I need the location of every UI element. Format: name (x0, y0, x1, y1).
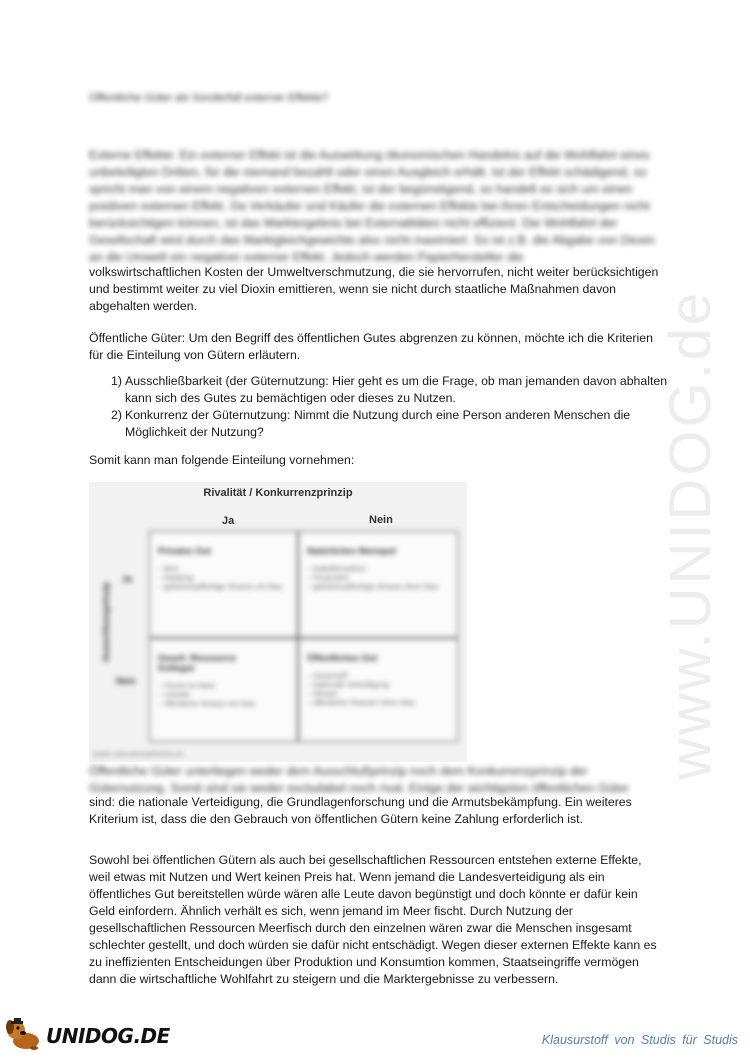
cell-subheading: Kollegut (158, 663, 194, 673)
cell-heading-text: Gesell. Ressource (158, 653, 237, 663)
column-label-yes: Ja (222, 515, 235, 527)
paragraph-externe-effekte-blurred: Externe Effekte: Ein externer Effekt ist die Auswirkung ökonomischen Handelns auf die Wohlfahrt eines unbeteiligten Dritten, für die niemand bezahlt oder einen Ausgleich erhält. Ist der Effekt schädigend, so spricht man von einem negativen externen Effekt, ist der begünstigend, so handelt es sich um einen positiven externen Effekt. Da Verkäufer und Käufer die externen Effekte bei ihren Entscheidungen nicht berücksichtigen können, ist das Marktergebnis bei Externalitäten nicht effizient. Die Wohlfahrt der Gesellschaft wird durch das Marktgleichgewichte also nicht maximiert. So ist z.B. die Abgabe von Dioxin an die Umwelt ein negativer externer Effekt. Jedoch werden Papierhersteller die (89, 148, 655, 264)
criteria-list (89, 373, 669, 441)
cell-item: öffentliche Strassen ohne Stau (313, 698, 416, 707)
criteria-number: 2) (111, 408, 122, 422)
cell-heading: Öffentliches Gut (307, 653, 378, 663)
cell-item: Kabelfernsehen (313, 564, 366, 573)
row-label-yes: Ja (122, 574, 133, 584)
matrix-cell-common-resource: Gesell. Ressource Kollegut – Fische im Meer – Umwelt – öffentliche Strasse mit Stau (149, 638, 298, 742)
cell-item: Brot (164, 564, 179, 573)
criteria-item (89, 373, 669, 407)
matrix-cell-public-good: Öffentliches Gut – Sauerstoff – Nationale Verteidigung – Wissen – öffentliche Strassen ohne Stau (298, 638, 458, 742)
criteria-number: 1) (111, 374, 122, 388)
cell-item: gebührenpflichtige Strasse mit Stau (164, 582, 283, 591)
paragraph-oeffentliche-gueter-blurred: Öffentliche Güter unterliegen weder dem Ausschlußprinzip noch dem Konkurrenzprinzip der Güternutzung. Somit sind sie weder excludabel noch rival. Einige der wichtigsten öffentlichen Güter (89, 764, 629, 795)
cell-item: Umwelt (164, 690, 190, 699)
paragraph-einteilung: Somit kann man folgende Einteilung vornehmen: (89, 453, 355, 467)
cell-heading: Natürliches Monopol (307, 546, 397, 556)
unidog-logo[interactable] (4, 1017, 170, 1051)
cell-heading (158, 653, 289, 673)
row-label-no: Nein (116, 676, 136, 686)
cell-item: öffentliche Strasse mit Stau (164, 699, 256, 708)
criteria-text: Ausschließbarkeit (der Güternutzung: Hier geht es um die Frage, ob man jemanden davon abhalten kann sich des Gutes zu bemächtigen oder dieses zu Nutzen. (125, 374, 668, 405)
cell-item: Kleidung (164, 573, 194, 582)
cell-item: Nationale Verteidigung (313, 680, 389, 689)
site-watermark: www.UNIDOG.de (658, 289, 723, 780)
cell-item: Wissen (313, 689, 338, 698)
paragraph-beispiele: sind: die nationale Verteidigung, die Grundlagenforschung und die Armutsbekämpfung. Ein weiteres Kriterium ist, dass die den Gebrauch von öffentlichen Gütern keine Zahlung erforderlich ist. (89, 795, 632, 826)
document-title: Öffentliche Güter als Sonderfall externer Effekte? (89, 92, 329, 104)
goods-matrix-figure (89, 482, 467, 762)
matrix-cell-private-good: Privates Gut – Brot – Kleidung – gebührenpflichtige Strasse mit Stau (149, 531, 298, 638)
paragraph-externe-effekte-ressourcen: Sowohl bei öffentlichen Gütern als auch bei gesellschaftlichen Ressourcen entstehen externe Effekte, weil etwas mit Nutzen und Wert keinen Preis hat. Wenn jemand die Landesverteidigung als ein öffentliches Gut bereitstellen würde wären alle Leute davon begünstigt und doch könnte er dafür kein Geld einfordern. Ähnlich verhält es sich, wenn jemand im Meer fischt. Durch Nutzung der gesellschaftlichen Ressourcen Meerfisch durch den einzelnen wären zwar die Menschen insgesamt schlechter gestellt, und doch würden sie dafür nicht entschädigt. Wegen dieser externen Effekte kann es zu ineffizienten Entscheidungen über Produktion und Konsumtion kommen, Staatseingriffe vermögen dann die wirtschaftliche Wohlfahrt zu steigern und die Marktergebnisse zu verbessern. (89, 853, 657, 986)
cell-item: Feuerwehr (313, 573, 350, 582)
column-label-no: Nein (369, 514, 393, 526)
cell-item: Sauerstoff (313, 671, 348, 680)
matrix-cell-natural-monopoly: Natürliches Monopol – Kabelfernsehen – Feuerwehr – gebührenpflichtige Strasse ohne Stau (298, 531, 458, 638)
cell-heading: Privates Gut (158, 546, 212, 556)
cell-item: Fische im Meer (164, 681, 216, 690)
criteria-item (89, 407, 669, 441)
row-axis-label: Ausschlussprinzip (101, 581, 111, 662)
figure-source: Quelle: www.wirtschaftslexikon.de (93, 752, 184, 758)
figure-title: Rivalität / Konkurrenzprinzip (203, 487, 353, 499)
footer-tagline: Klausurstoff von Studis für Studis (541, 1033, 738, 1047)
cell-item: gebührenpflichtige Strasse ohne Stau (313, 582, 439, 591)
paragraph-oeffentliche-gueter: Öffentliche Güter: Um den Begriff des öffentlichen Gutes abgrenzen zu können, möchte ich die Kriterien für die Einteilung von Gütern erläutern. (89, 331, 653, 362)
paragraph-externe-effekte: volkswirtschaftlichen Kosten der Umweltverschmutzung, die sie hervorrufen, nicht weiter berücksichtigen und bestimmt weiter zu viel Dioxin emittieren, wenn sie nicht durch staatliche Maßnahmen davon abgehalten werden. (89, 265, 659, 313)
criteria-text: Konkurrenz der Güternutzung: Nimmt die Nutzung durch eine Person anderen Menschen die Möglichkeit der Nutzung? (125, 408, 631, 439)
logo-text: UNIDOG.DE (46, 1024, 170, 1048)
dog-mascot-icon (4, 1017, 44, 1051)
